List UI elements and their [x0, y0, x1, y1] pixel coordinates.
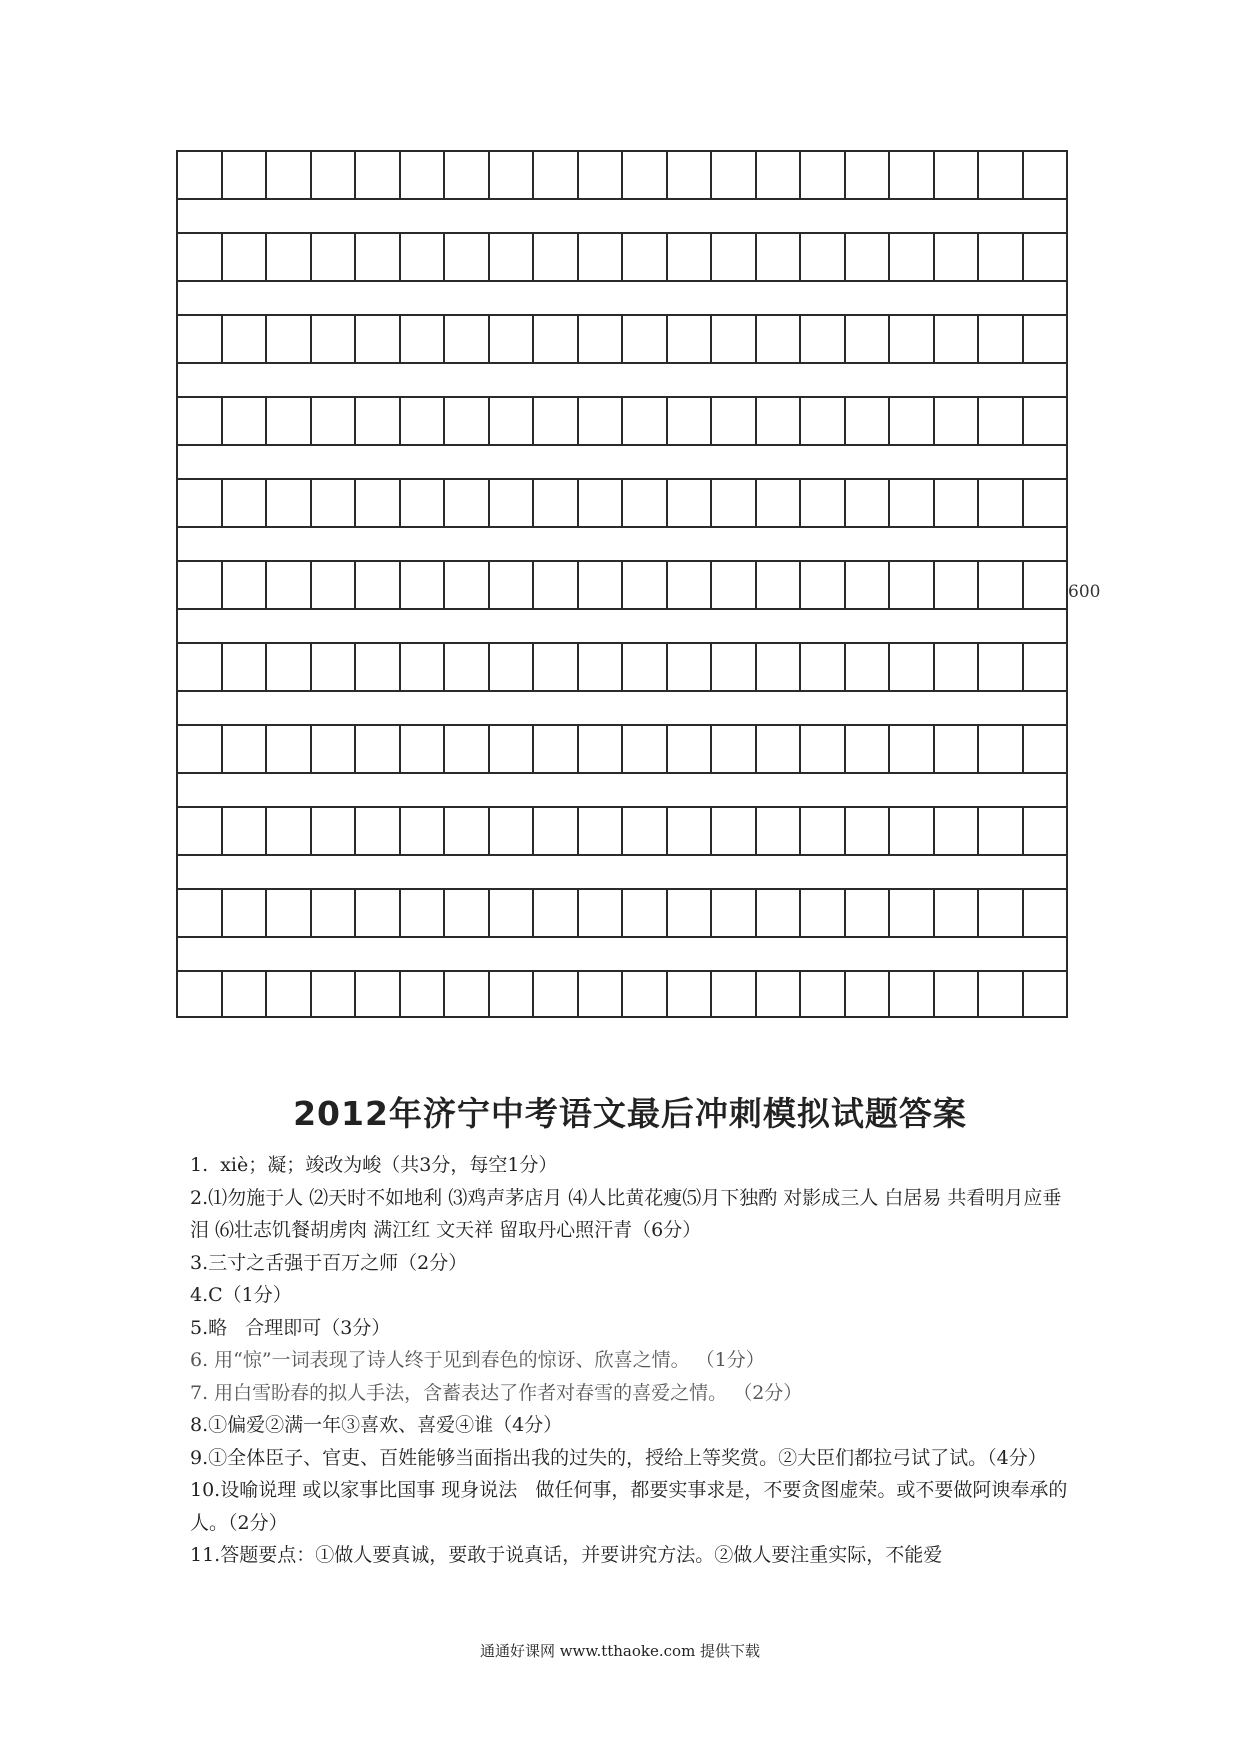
grid-cell[interactable] — [846, 316, 891, 362]
grid-cell[interactable] — [534, 972, 579, 1016]
grid-cell[interactable] — [223, 808, 268, 854]
grid-cell[interactable] — [935, 808, 980, 854]
grid-cell[interactable] — [623, 234, 668, 280]
grid-cell[interactable] — [757, 562, 802, 608]
grid-cell[interactable] — [401, 234, 446, 280]
grid-cell[interactable] — [712, 398, 757, 444]
grid-cell[interactable] — [356, 316, 401, 362]
grid-spacer-row — [176, 936, 1068, 970]
grid-cell[interactable] — [757, 644, 802, 690]
grid-cell[interactable] — [712, 808, 757, 854]
grid-cell[interactable] — [890, 808, 935, 854]
grid-spacer-row — [176, 772, 1068, 806]
grid-cell[interactable] — [356, 808, 401, 854]
grid-cell[interactable] — [623, 972, 668, 1016]
grid-cell[interactable] — [712, 562, 757, 608]
grid-cell[interactable] — [668, 152, 713, 198]
grid-cell[interactable] — [935, 316, 980, 362]
grid-cell[interactable] — [267, 316, 312, 362]
grid-cell[interactable] — [223, 890, 268, 936]
grid-spacer-row — [176, 526, 1068, 560]
grid-cell[interactable] — [668, 480, 713, 526]
grid-cell[interactable] — [223, 972, 268, 1016]
grid-row — [176, 478, 1068, 526]
grid-cell[interactable] — [356, 644, 401, 690]
grid-cell[interactable] — [846, 972, 891, 1016]
grid-cell[interactable] — [890, 480, 935, 526]
grid-spacer-row — [176, 280, 1068, 314]
grid-cell[interactable] — [401, 562, 446, 608]
grid-cell[interactable] — [579, 890, 624, 936]
grid-cell[interactable] — [401, 726, 446, 772]
grid-cell[interactable] — [846, 808, 891, 854]
grid-cell[interactable] — [757, 972, 802, 1016]
grid-cell[interactable] — [623, 726, 668, 772]
grid-cell[interactable] — [801, 316, 846, 362]
answer-item: 2.⑴勿施于人 ⑵天时不如地利 ⑶鸡声茅店月 ⑷人比黄花瘦⑸月下独酌 对影成三人 白居易 共看明月应垂泪 ⑹壮志饥餐胡虏肉 满江红 文天祥 留取丹心照汗青（6分） — [190, 1186, 1062, 1241]
grid-cell[interactable] — [668, 726, 713, 772]
grid-cell[interactable] — [757, 890, 802, 936]
grid-cell[interactable] — [534, 152, 579, 198]
grid-cell[interactable] — [623, 152, 668, 198]
grid-cell[interactable] — [178, 972, 223, 1016]
grid-row — [176, 970, 1068, 1018]
grid-cell[interactable] — [312, 972, 357, 1016]
grid-cell[interactable] — [223, 644, 268, 690]
grid-cell[interactable] — [935, 152, 980, 198]
grid-cell[interactable] — [846, 234, 891, 280]
grid-cell[interactable] — [935, 234, 980, 280]
grid-cell[interactable] — [178, 726, 223, 772]
grid-cell[interactable] — [757, 480, 802, 526]
grid-cell[interactable] — [445, 890, 490, 936]
grid-cell[interactable] — [1024, 726, 1067, 772]
grid-cell[interactable] — [178, 398, 223, 444]
grid-cell[interactable] — [979, 152, 1024, 198]
grid-cell[interactable] — [178, 234, 223, 280]
grid-cell[interactable] — [534, 480, 579, 526]
grid-cell[interactable] — [935, 726, 980, 772]
grid-cell[interactable] — [312, 808, 357, 854]
grid-cell[interactable] — [223, 480, 268, 526]
grid-row — [176, 150, 1068, 198]
grid-cell[interactable] — [668, 562, 713, 608]
grid-row — [176, 806, 1068, 854]
grid-cell[interactable] — [267, 808, 312, 854]
grid-cell[interactable] — [579, 726, 624, 772]
answer-item: 9.①全体臣子、官吏、百姓能够当面指出我的过失的，授给上等奖赏。②大臣们都拉弓试了试。（4分） — [190, 1446, 1047, 1469]
grid-cell[interactable] — [267, 152, 312, 198]
grid-cell[interactable] — [267, 890, 312, 936]
grid-cell[interactable] — [178, 152, 223, 198]
grid-cell[interactable] — [445, 726, 490, 772]
grid-cell[interactable] — [801, 562, 846, 608]
grid-cell[interactable] — [1024, 644, 1067, 690]
grid-cell[interactable] — [712, 890, 757, 936]
grid-cell[interactable] — [534, 808, 579, 854]
grid-cell[interactable] — [623, 808, 668, 854]
grid-cell[interactable] — [178, 562, 223, 608]
grid-cell[interactable] — [623, 562, 668, 608]
grid-cell[interactable] — [801, 398, 846, 444]
grid-cell[interactable] — [757, 398, 802, 444]
grid-cell[interactable] — [757, 808, 802, 854]
grid-cell[interactable] — [312, 726, 357, 772]
grid-cell[interactable] — [267, 726, 312, 772]
grid-cell[interactable] — [534, 644, 579, 690]
grid-cell[interactable] — [178, 644, 223, 690]
grid-cell[interactable] — [846, 152, 891, 198]
grid-cell[interactable] — [534, 562, 579, 608]
grid-cell[interactable] — [490, 726, 535, 772]
grid-cell[interactable] — [223, 316, 268, 362]
grid-cell[interactable] — [312, 562, 357, 608]
grid-cell[interactable] — [223, 152, 268, 198]
grid-row — [176, 396, 1068, 444]
grid-cell[interactable] — [668, 316, 713, 362]
grid-cell[interactable] — [890, 890, 935, 936]
grid-cell[interactable] — [979, 480, 1024, 526]
grid-cell[interactable] — [312, 890, 357, 936]
grid-cell[interactable] — [979, 808, 1024, 854]
grid-cell[interactable] — [890, 234, 935, 280]
grid-cell[interactable] — [668, 644, 713, 690]
grid-cell[interactable] — [801, 726, 846, 772]
grid-cell[interactable] — [356, 890, 401, 936]
answer-item: 8.①偏爱②满一年③喜欢、喜爱④谁（4分） — [190, 1414, 563, 1436]
grid-row — [176, 560, 1068, 608]
grid-spacer-row — [176, 198, 1068, 232]
grid-cell[interactable] — [312, 644, 357, 690]
grid-cell[interactable] — [445, 644, 490, 690]
grid-cell[interactable] — [178, 480, 223, 526]
grid-cell[interactable] — [490, 398, 535, 444]
grid-cell[interactable] — [356, 234, 401, 280]
grid-cell[interactable] — [979, 234, 1024, 280]
grid-cell[interactable] — [445, 316, 490, 362]
grid-cell[interactable] — [223, 234, 268, 280]
grid-cell[interactable] — [401, 480, 446, 526]
grid-cell[interactable] — [401, 972, 446, 1016]
grid-cell[interactable] — [312, 480, 357, 526]
grid-cell[interactable] — [623, 480, 668, 526]
grid-cell[interactable] — [356, 480, 401, 526]
grid-spacer-row — [176, 444, 1068, 478]
answer-item: 4.C（1分） — [190, 1284, 292, 1306]
grid-cell[interactable] — [1024, 480, 1067, 526]
grid-cell[interactable] — [623, 890, 668, 936]
grid-cell[interactable] — [401, 152, 446, 198]
grid-cell[interactable] — [356, 972, 401, 1016]
composition-grid — [176, 150, 1068, 1018]
grid-cell[interactable] — [401, 398, 446, 444]
grid-cell[interactable] — [846, 644, 891, 690]
grid-spacer-row — [176, 362, 1068, 396]
footer-credit: 通通好课网 www.tthaoke.com 提供下载 — [479, 1642, 761, 1660]
grid-cell[interactable] — [534, 890, 579, 936]
grid-cell[interactable] — [846, 398, 891, 444]
grid-cell[interactable] — [668, 398, 713, 444]
grid-cell[interactable] — [579, 644, 624, 690]
grid-cell[interactable] — [935, 890, 980, 936]
grid-cell[interactable] — [935, 480, 980, 526]
answer-item: 5.略 合理即可（3分） — [190, 1316, 391, 1339]
grid-cell[interactable] — [312, 152, 357, 198]
grid-cell[interactable] — [267, 562, 312, 608]
grid-cell[interactable] — [801, 890, 846, 936]
answer-item: 1. xiè；凝；竣改为峻（共3分，每空1分） — [190, 1154, 558, 1176]
grid-cell[interactable] — [712, 972, 757, 1016]
answer-item: 10.设喻说理 或以家事比国事 现身说法 做任何事，都要实事求是，不要贪图虚荣。或不要做阿谀奉承的人。（2分） — [190, 1479, 1068, 1534]
grid-cell[interactable] — [1024, 234, 1067, 280]
grid-cell[interactable] — [1024, 152, 1067, 198]
grid-cell[interactable] — [846, 480, 891, 526]
grid-cell[interactable] — [356, 398, 401, 444]
grid-cell[interactable] — [712, 480, 757, 526]
grid-cell[interactable] — [356, 562, 401, 608]
grid-cell[interactable] — [623, 316, 668, 362]
grid-cell[interactable] — [579, 480, 624, 526]
grid-cell[interactable] — [534, 316, 579, 362]
grid-cell[interactable] — [401, 808, 446, 854]
grid-cell[interactable] — [356, 152, 401, 198]
grid-cell[interactable] — [801, 152, 846, 198]
answer-item: 7. 用白雪盼春的拟人手法，含蓄表达了作者对春雪的喜爱之情。 （2分） — [190, 1381, 803, 1404]
grid-cell[interactable] — [935, 972, 980, 1016]
grid-cell[interactable] — [445, 972, 490, 1016]
grid-cell[interactable] — [445, 398, 490, 444]
grid-cell[interactable] — [668, 808, 713, 854]
grid-cell[interactable] — [668, 890, 713, 936]
grid-spacer-row — [176, 854, 1068, 888]
grid-cell[interactable] — [579, 972, 624, 1016]
answer-item: 3.三寸之舌强于百万之师（2分） — [190, 1251, 468, 1274]
grid-cell[interactable] — [890, 644, 935, 690]
grid-cell[interactable] — [979, 316, 1024, 362]
grid-row — [176, 888, 1068, 936]
grid-spacer-row — [176, 690, 1068, 724]
grid-cell[interactable] — [490, 152, 535, 198]
grid-cell[interactable] — [267, 644, 312, 690]
grid-cell[interactable] — [178, 316, 223, 362]
grid-spacer-row — [176, 608, 1068, 642]
grid-cell[interactable] — [490, 234, 535, 280]
grid-cell[interactable] — [757, 316, 802, 362]
grid-cell[interactable] — [579, 562, 624, 608]
grid-cell[interactable] — [979, 726, 1024, 772]
answer-list — [190, 1149, 1070, 1572]
grid-cell[interactable] — [490, 316, 535, 362]
grid-cell[interactable] — [579, 152, 624, 198]
grid-cell[interactable] — [757, 234, 802, 280]
grid-cell[interactable] — [801, 808, 846, 854]
grid-row — [176, 642, 1068, 690]
grid-cell[interactable] — [312, 234, 357, 280]
grid-cell[interactable] — [267, 398, 312, 444]
grid-cell[interactable] — [1024, 398, 1067, 444]
grid-cell[interactable] — [490, 644, 535, 690]
grid-cell[interactable] — [223, 726, 268, 772]
grid-cell[interactable] — [979, 562, 1024, 608]
grid-row — [176, 232, 1068, 280]
answer-item: 6. 用“惊”一词表现了诗人终于见到春色的惊讶、欣喜之情。 （1分） — [190, 1349, 765, 1371]
grid-cell[interactable] — [267, 972, 312, 1016]
grid-cell[interactable] — [401, 316, 446, 362]
grid-cell[interactable] — [668, 234, 713, 280]
grid-cell[interactable] — [801, 234, 846, 280]
grid-cell[interactable] — [979, 398, 1024, 444]
grid-cell[interactable] — [801, 644, 846, 690]
grid-cell[interactable] — [890, 398, 935, 444]
grid-cell[interactable] — [712, 726, 757, 772]
grid-cell[interactable] — [445, 480, 490, 526]
grid-cell[interactable] — [445, 562, 490, 608]
grid-cell[interactable] — [534, 234, 579, 280]
grid-row — [176, 314, 1068, 362]
word-count-marker: 600 — [1068, 582, 1101, 602]
grid-cell[interactable] — [890, 316, 935, 362]
grid-cell[interactable] — [1024, 316, 1067, 362]
grid-cell[interactable] — [801, 480, 846, 526]
page-title: 2012年济宁中考语文最后冲刺模拟试题答案 — [293, 1094, 967, 1133]
grid-cell[interactable] — [223, 562, 268, 608]
grid-cell[interactable] — [1024, 890, 1067, 936]
grid-cell[interactable] — [757, 726, 802, 772]
grid-cell[interactable] — [490, 480, 535, 526]
grid-cell[interactable] — [846, 562, 891, 608]
grid-cell[interactable] — [356, 726, 401, 772]
grid-cell[interactable] — [490, 808, 535, 854]
grid-cell[interactable] — [890, 726, 935, 772]
grid-row — [176, 724, 1068, 772]
grid-cell[interactable] — [579, 234, 624, 280]
grid-cell[interactable] — [1024, 808, 1067, 854]
grid-cell[interactable] — [445, 808, 490, 854]
grid-cell[interactable] — [890, 972, 935, 1016]
grid-cell[interactable] — [312, 398, 357, 444]
grid-cell[interactable] — [534, 398, 579, 444]
grid-cell[interactable] — [712, 644, 757, 690]
grid-cell[interactable] — [445, 234, 490, 280]
answer-item: 11.答题要点：①做人要真诚，要敢于说真话，并要讲究方法。②做人要注重实际，不能爱 — [190, 1544, 943, 1566]
grid-cell[interactable] — [579, 398, 624, 444]
grid-cell[interactable] — [712, 234, 757, 280]
grid-cell[interactable] — [445, 152, 490, 198]
grid-cell[interactable] — [623, 398, 668, 444]
grid-cell[interactable] — [534, 726, 579, 772]
grid-cell[interactable] — [490, 562, 535, 608]
grid-cell[interactable] — [267, 234, 312, 280]
answer-section — [190, 1088, 1070, 1572]
grid-cell[interactable] — [490, 890, 535, 936]
grid-cell[interactable] — [401, 890, 446, 936]
grid-cell[interactable] — [579, 316, 624, 362]
grid-cell[interactable] — [267, 480, 312, 526]
grid-cell[interactable] — [712, 152, 757, 198]
grid-cell[interactable] — [979, 972, 1024, 1016]
grid-cell[interactable] — [846, 726, 891, 772]
grid-cell[interactable] — [312, 316, 357, 362]
grid-cell[interactable] — [757, 152, 802, 198]
grid-cell[interactable] — [1024, 562, 1067, 608]
grid-cell[interactable] — [623, 644, 668, 690]
grid-cell[interactable] — [935, 562, 980, 608]
grid-cell[interactable] — [223, 398, 268, 444]
grid-cell[interactable] — [178, 808, 223, 854]
grid-cell[interactable] — [801, 972, 846, 1016]
grid-cell[interactable] — [890, 152, 935, 198]
grid-cell[interactable] — [935, 644, 980, 690]
grid-cell[interactable] — [668, 972, 713, 1016]
grid-cell[interactable] — [979, 890, 1024, 936]
grid-cell[interactable] — [846, 890, 891, 936]
grid-cell[interactable] — [579, 808, 624, 854]
grid-cell[interactable] — [401, 644, 446, 690]
grid-cell[interactable] — [890, 562, 935, 608]
grid-cell[interactable] — [935, 398, 980, 444]
grid-cell[interactable] — [178, 890, 223, 936]
grid-cell[interactable] — [712, 316, 757, 362]
grid-cell[interactable] — [490, 972, 535, 1016]
grid-cell[interactable] — [979, 644, 1024, 690]
grid-cell[interactable] — [1024, 972, 1067, 1016]
